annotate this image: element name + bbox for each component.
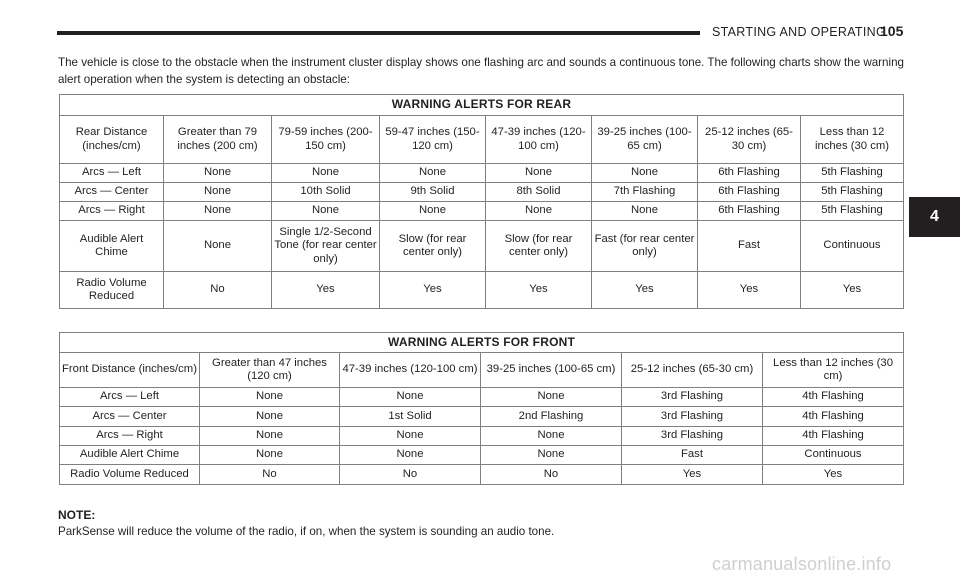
rear-header-cell: 59-47 inches (150-120 cm) xyxy=(380,116,486,164)
front-cell: None xyxy=(200,427,340,446)
rear-row-label: Audible Alert Chime xyxy=(60,221,164,272)
rear-cell: Slow (for rear center only) xyxy=(486,221,592,272)
rear-row-label: Arcs — Left xyxy=(60,164,164,183)
rear-cell: 7th Flashing xyxy=(592,183,698,202)
rear-cell: 6th Flashing xyxy=(698,183,801,202)
front-header-cell: Greater than 47 inches (120 cm) xyxy=(200,353,340,388)
rear-cell: Continuous xyxy=(801,221,904,272)
front-cell: None xyxy=(481,388,622,407)
rear-cell: Slow (for rear center only) xyxy=(380,221,486,272)
table-row xyxy=(60,465,904,485)
rear-cell: None xyxy=(380,202,486,221)
table-row xyxy=(60,164,904,183)
section-title: STARTING AND OPERATING xyxy=(712,25,886,39)
rear-header-cell: 25-12 inches (65-30 cm) xyxy=(698,116,801,164)
front-cell: No xyxy=(481,465,622,485)
rear-cell: None xyxy=(164,183,272,202)
table-row xyxy=(60,446,904,465)
table-row xyxy=(60,202,904,221)
rear-cell: None xyxy=(164,202,272,221)
note-text: ParkSense will reduce the volume of the radio, if on, when the system is sounding an audio tone. xyxy=(58,525,555,538)
table-row xyxy=(60,407,904,427)
front-table-body xyxy=(60,333,904,485)
rear-cell: 8th Solid xyxy=(486,183,592,202)
rear-header-cell: Greater than 79 inches (200 cm) xyxy=(164,116,272,164)
header-rule xyxy=(57,31,700,35)
rear-header-cell: 39-25 inches (100-65 cm) xyxy=(592,116,698,164)
rear-cell: None xyxy=(592,164,698,183)
rear-cell: No xyxy=(164,272,272,309)
front-cell: 1st Solid xyxy=(340,407,481,427)
front-cell: Fast xyxy=(622,446,763,465)
front-alerts-table xyxy=(59,332,904,485)
front-cell: No xyxy=(200,465,340,485)
rear-cell: Yes xyxy=(272,272,380,309)
rear-header-cell: Rear Distance (inches/cm) xyxy=(60,116,164,164)
front-cell: Yes xyxy=(622,465,763,485)
rear-cell: Yes xyxy=(592,272,698,309)
front-cell: None xyxy=(481,427,622,446)
front-cell: None xyxy=(340,427,481,446)
front-header-cell: Front Distance (inches/cm) xyxy=(60,353,200,388)
front-cell: 3rd Flashing xyxy=(622,427,763,446)
rear-title-row xyxy=(60,95,904,116)
front-cell: Continuous xyxy=(763,446,904,465)
front-title-row xyxy=(60,333,904,353)
rear-cell: Yes xyxy=(380,272,486,309)
front-cell: 3rd Flashing xyxy=(622,407,763,427)
rear-cell: Fast xyxy=(698,221,801,272)
table-row xyxy=(60,221,904,272)
rear-cell: Yes xyxy=(801,272,904,309)
intro-paragraph: The vehicle is close to the obstacle when the instrument cluster display shows one flashing arc and sounds a continuous tone. The following charts show the warning alert operation when the system is detecting an obstacle: xyxy=(58,56,904,86)
rear-cell: None xyxy=(486,202,592,221)
rear-table-body xyxy=(60,95,904,309)
rear-cell: Yes xyxy=(698,272,801,309)
front-cell: None xyxy=(481,446,622,465)
front-row-label: Arcs — Right xyxy=(60,427,200,446)
rear-cell: 5th Flashing xyxy=(801,183,904,202)
front-table-title: WARNING ALERTS FOR FRONT xyxy=(60,333,904,353)
front-cell: None xyxy=(340,388,481,407)
chapter-tab: 4 xyxy=(909,197,960,237)
front-header-cell: 47-39 inches (120-100 cm) xyxy=(340,353,481,388)
rear-cell: None xyxy=(380,164,486,183)
front-row-label: Radio Volume Reduced xyxy=(60,465,200,485)
rear-cell: 5th Flashing xyxy=(801,202,904,221)
front-cell: Yes xyxy=(763,465,904,485)
front-row-label: Audible Alert Chime xyxy=(60,446,200,465)
rear-header-row xyxy=(60,116,904,164)
table-row xyxy=(60,272,904,309)
table-row xyxy=(60,388,904,407)
front-cell: 3rd Flashing xyxy=(622,388,763,407)
front-cell: None xyxy=(200,388,340,407)
rear-alerts-table xyxy=(59,94,904,309)
front-cell: None xyxy=(200,446,340,465)
rear-cell: None xyxy=(592,202,698,221)
front-row-label: Arcs — Center xyxy=(60,407,200,427)
rear-cell: Single 1/2-Second Tone (for rear center only) xyxy=(272,221,380,272)
note-title: NOTE: xyxy=(58,508,96,522)
rear-header-cell: Less than 12 inches (30 cm) xyxy=(801,116,904,164)
front-header-cell: 39-25 inches (100-65 cm) xyxy=(481,353,622,388)
watermark: carmanualsonline.info xyxy=(712,554,892,574)
rear-cell: None xyxy=(272,164,380,183)
rear-row-label: Arcs — Right xyxy=(60,202,164,221)
rear-table-title: WARNING ALERTS FOR REAR xyxy=(60,95,904,116)
rear-header-cell: 47-39 inches (120-100 cm) xyxy=(486,116,592,164)
front-cell: 4th Flashing xyxy=(763,388,904,407)
rear-cell: 10th Solid xyxy=(272,183,380,202)
rear-cell: 6th Flashing xyxy=(698,202,801,221)
front-cell: No xyxy=(340,465,481,485)
rear-header-cell: 79-59 inches (200-150 cm) xyxy=(272,116,380,164)
rear-cell: Fast (for rear center only) xyxy=(592,221,698,272)
rear-cell: Yes xyxy=(486,272,592,309)
rear-cell: 9th Solid xyxy=(380,183,486,202)
table-row xyxy=(60,183,904,202)
front-header-cell: Less than 12 inches (30 cm) xyxy=(763,353,904,388)
front-cell: 4th Flashing xyxy=(763,407,904,427)
front-cell: 2nd Flashing xyxy=(481,407,622,427)
rear-row-label: Arcs — Center xyxy=(60,183,164,202)
rear-cell: 6th Flashing xyxy=(698,164,801,183)
rear-cell: None xyxy=(164,221,272,272)
rear-cell: None xyxy=(164,164,272,183)
rear-cell: None xyxy=(272,202,380,221)
front-cell: None xyxy=(340,446,481,465)
front-cell: 4th Flashing xyxy=(763,427,904,446)
rear-cell: None xyxy=(486,164,592,183)
front-cell: None xyxy=(200,407,340,427)
rear-cell: 5th Flashing xyxy=(801,164,904,183)
page-number: 105 xyxy=(880,23,904,39)
rear-row-label: Radio Volume Reduced xyxy=(60,272,164,309)
front-header-row xyxy=(60,353,904,388)
front-header-cell: 25-12 inches (65-30 cm) xyxy=(622,353,763,388)
table-row xyxy=(60,427,904,446)
front-row-label: Arcs — Left xyxy=(60,388,200,407)
